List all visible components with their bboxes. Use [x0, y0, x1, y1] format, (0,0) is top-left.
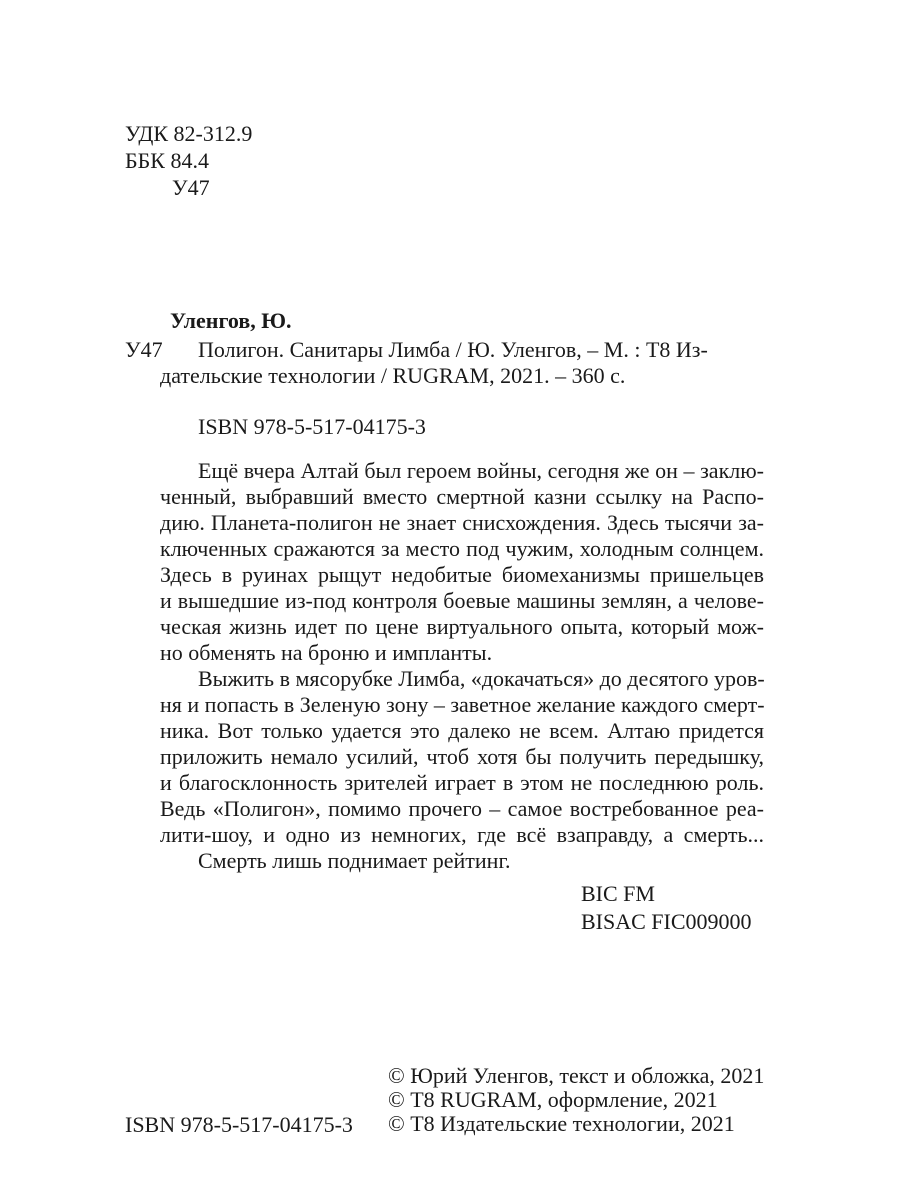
annotation-line: и благосклонность зрителей играет в этом не последнюю роль. [160, 770, 764, 795]
annotation-line: но обменять на броню и импланты. [160, 640, 493, 665]
copyright-line: © Т8 Издательские технологии, 2021 [388, 1111, 735, 1136]
bisac-code: BISAC FIC009000 [581, 909, 752, 934]
bibliographic-author-mark: У47 [125, 337, 163, 362]
annotation-line: ченный, выбравший вместо смертной казни ссылку на Распо- [160, 484, 764, 509]
subject-codes [581, 880, 752, 936]
copyright-block [388, 1064, 764, 1136]
copyright-line: © Юрий Уленгов, текст и обложка, 2021 [388, 1063, 765, 1088]
annotation-line: Выжить в мясорубке Лимба, «докачаться» до десятого уров- [198, 666, 765, 691]
bic-code: BIC FM [581, 881, 655, 906]
footer-isbn: ISBN 978-5-517-04175-3 [125, 1112, 353, 1137]
annotation-line: Здесь в руинах рыщут недобитые биомеханизмы пришельцев [160, 562, 764, 587]
annotation-line: ческая жизнь идет по цене виртуального опыта, который мож- [160, 614, 764, 639]
annotation-line: дию. Планета-полигон не знает снисхождения. Здесь тысячи за- [160, 510, 764, 535]
annotation-line: Ещё вчера Алтай был героем войны, сегодня же он – заклю- [198, 458, 764, 483]
classification-block [125, 120, 252, 201]
udk-code: УДК 82-312.9 [125, 121, 253, 146]
bibliographic-isbn: ISBN 978-5-517-04175-3 [198, 414, 426, 439]
author-mark-code: У47 [172, 175, 210, 200]
annotation-line: ня и попасть в Зеленую зону – заветное желание каждого смерт- [160, 692, 765, 717]
annotation-line: приложить немало усилий, чтоб хотя бы получить передышку, [160, 744, 764, 769]
copyright-line: © Т8 RUGRAM, оформление, 2021 [388, 1087, 718, 1112]
annotation-line: Смерть лишь поднимает рейтинг. [198, 848, 511, 873]
bibliographic-description [160, 337, 764, 389]
annotation-line: ника. Вот только удается это далеко не всем. Алтаю придется [160, 718, 764, 743]
bibliographic-line-1: Полигон. Санитары Лимба / Ю. Уленгов, – М. : Т8 Из- [198, 337, 708, 362]
annotation-line: ключенных сражаются за место под чужим, холодным солнцем. [160, 536, 764, 561]
author-heading: Уленгов, Ю. [170, 308, 292, 333]
annotation [160, 458, 764, 874]
bibliographic-line-2: дательские технологии / RUGRAM, 2021. – 360 с. [160, 363, 626, 388]
annotation-line: лити-шоу, и одно из немногих, где всё взаправду, а смерть... [160, 822, 764, 847]
bbk-code: ББК 84.4 [125, 148, 209, 173]
annotation-line: Ведь «Полигон», помимо прочего – самое востребованное реа- [160, 796, 764, 821]
annotation-line: и вышедшие из-под контроля боевые машины землян, а челове- [160, 588, 764, 613]
